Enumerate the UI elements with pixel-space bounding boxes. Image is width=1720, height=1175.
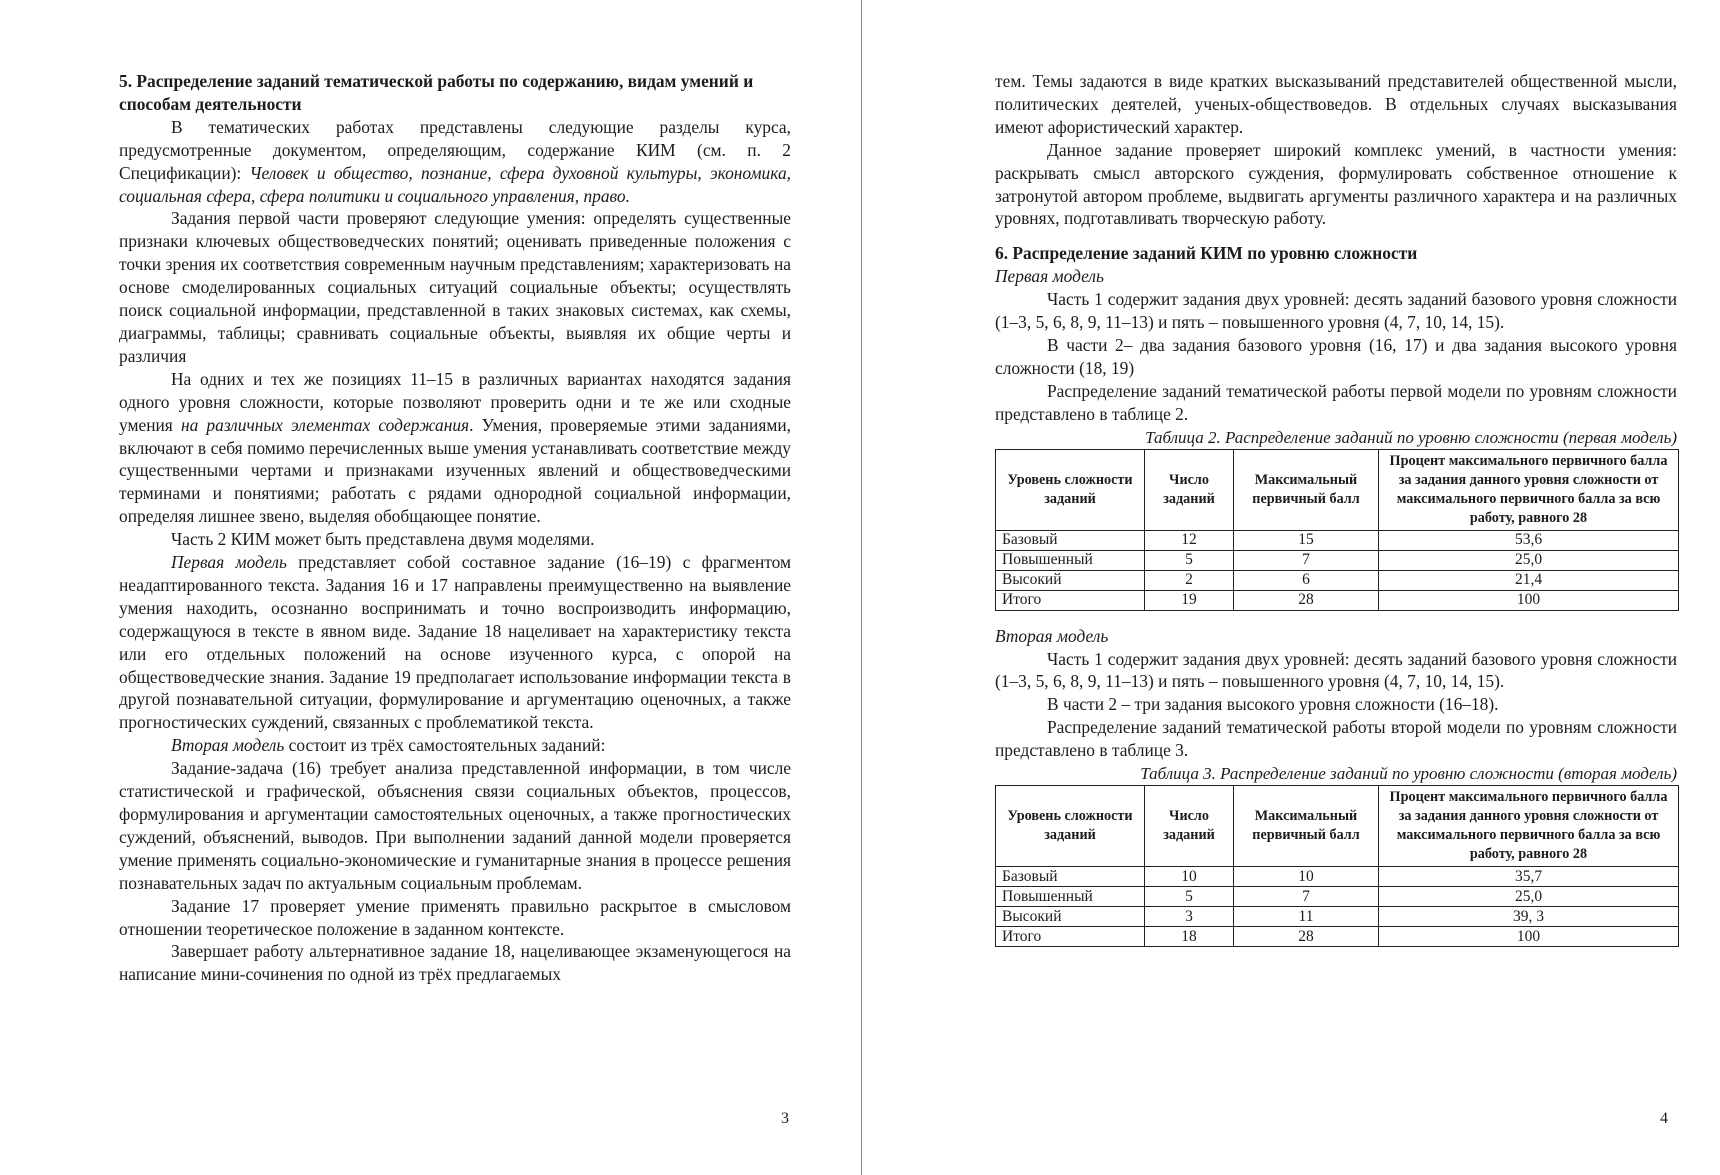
paragraph: Задание 17 проверяет умение применять правильно раскрытое в смысловом отношении теоретическое положение в заданном контексте. (119, 895, 791, 939)
table-cell: 28 (1234, 927, 1379, 947)
table-row (996, 887, 1679, 907)
table-cell: Итого (996, 590, 1145, 610)
table-cell: 100 (1379, 927, 1679, 947)
table-cell: 5 (1145, 887, 1234, 907)
paragraph-text: . Умения, проверяемые этими заданиями, включают в себя помимо перечисленных выше умения устанавливать соответствие между существенными чертами и признаками изученных явлений и обществоведческими терминами и понятиями; работать с рядами однородной социальной информации, определяя лишнее звено, выделяя обобщающее понятие. (119, 414, 791, 527)
table-cell: Высокий (996, 570, 1145, 590)
paragraph: В части 2– два задания базового уровня (16, 17) и два задания высокого уровня сложности (18, 19) (995, 334, 1677, 378)
table-row (996, 550, 1679, 570)
paragraph-text: состоит из трёх самостоятельных заданий: (284, 735, 606, 756)
table-cell: 39, 3 (1379, 907, 1679, 927)
table-cell: Базовый (996, 530, 1145, 550)
table-cell: 19 (1145, 590, 1234, 610)
header-cell: Максимальный первичный балл (1234, 449, 1379, 530)
table-row (996, 927, 1679, 947)
table-cell: 5 (1145, 550, 1234, 570)
table-cell: Повышенный (996, 887, 1145, 907)
section-6-heading: 6. Распределение заданий КИМ по уровню сложности (995, 243, 1418, 264)
paragraph: Завершает работу альтернативное задание 18, нацеливающее экзаменующегося на написание мини-сочинения по одной из трёх предлагаемых (119, 941, 791, 985)
page-number: 4 (1660, 1110, 1668, 1127)
left-text-column (119, 70, 791, 986)
header-cell: Уровень сложности заданий (996, 449, 1145, 530)
paragraph: тем. Темы задаются в виде кратких высказываний представителей общественной мысли, политических деятелей, ученых-обществоведов. В отдельных случаях высказывания имеют афористический характер. (995, 71, 1677, 137)
table-cell: 35,7 (1379, 867, 1679, 887)
table-row (996, 530, 1679, 550)
table-row (996, 570, 1679, 590)
paragraph: Задание-задача (16) требует анализа представленной информации, в том числе статистической и графической, объяснения связи социальных объектов, процессов, формулирования и аргументации самостоятельных оценочных, а также прогностических суждений, объяснений, выводов. При выполнении заданий данной модели проверяется умение применять социально-экономические и гуманитарные знания в процессе решения познавательных задач по актуальным социальным проблемам. (119, 758, 791, 893)
table-cell: Высокий (996, 907, 1145, 927)
paragraph: В части 2 – три задания высокого уровня сложности (16–18). (1047, 694, 1499, 715)
table-cell: 15 (1234, 530, 1379, 550)
header-cell: Число заданий (1145, 449, 1234, 530)
table-caption: Таблица 3. Распределение заданий по уровню сложности (вторая модель) (1140, 764, 1677, 784)
paragraph: Часть 1 содержит задания двух уровней: десять заданий базового уровня сложности (1–3, 5, 6, 8, 9, 11–13) и пять – повышенного уровня (4, 7, 10, 14, 15). (995, 648, 1677, 692)
page-divider (861, 0, 862, 1175)
difficulty-table-2 (995, 785, 1679, 947)
table-cell: 2 (1145, 570, 1234, 590)
italic-text: . (625, 185, 630, 206)
paragraph: Часть 1 содержит задания двух уровней: десять заданий базового уровня сложности (1–3, 5, 6, 8, 9, 11–13) и пять – повышенного уровня (4, 7, 10, 14, 15). (995, 289, 1677, 333)
table-cell: Повышенный (996, 550, 1145, 570)
table-cell: 7 (1234, 887, 1379, 907)
table-cell: 100 (1379, 590, 1679, 610)
table-cell: 21,4 (1379, 570, 1679, 590)
right-page (863, 0, 1720, 1175)
right-text-column (995, 70, 1677, 947)
table-cell: 28 (1234, 590, 1379, 610)
table-cell: 25,0 (1379, 550, 1679, 570)
table-row (996, 590, 1679, 610)
table-cell: 7 (1234, 550, 1379, 570)
table-cell: 3 (1145, 907, 1234, 927)
paragraph (119, 734, 791, 757)
table-cell: 11 (1234, 907, 1379, 927)
paragraph: Распределение заданий тематической работы первой модели по уровням сложности представлено в таблице 2. (995, 380, 1677, 424)
table-cell: 18 (1145, 927, 1234, 947)
italic-text: Первая модель (171, 552, 287, 573)
table-cell: 10 (1145, 867, 1234, 887)
paragraph-text: В тематических работах представлены следующие разделы курса, предусмотренные документом, определяющим, содержание КИМ (см. п. 2 Спецификации): (119, 116, 791, 183)
header-cell: Максимальный первичный балл (1234, 786, 1379, 867)
table-row (996, 907, 1679, 927)
table-cell: 10 (1234, 867, 1379, 887)
table-cell: 12 (1145, 530, 1234, 550)
header-cell: Процент максимального первичного балла за задания данного уровня сложности от максимального первичного балла за всю работу, равного 28 (1379, 786, 1679, 867)
table-cell: Итого (996, 927, 1145, 947)
paragraph (119, 116, 791, 208)
table-row (996, 867, 1679, 887)
paragraph (119, 368, 791, 528)
paragraph: Часть 2 КИМ может быть представлена двумя моделями. (171, 529, 595, 550)
page-number: 3 (781, 1110, 789, 1127)
italic-text: Человек и общество, познание, сфера духовной культуры, экономика, социальная сфера, сфера политики и социального управления, право (119, 162, 791, 206)
table-cell: 25,0 (1379, 887, 1679, 907)
difficulty-table-1 (995, 449, 1679, 611)
table-cell: 53,6 (1379, 530, 1679, 550)
paragraph-text: На одних и тех же позициях 11–15 в различных вариантах находятся задания одного уровня сложности, которые позволяют проверить одни и те же или сходные умения (119, 368, 791, 435)
table-header-row (996, 786, 1679, 867)
model-subtitle: Первая модель (995, 266, 1104, 287)
italic-text: на различных элементах содержания (180, 414, 470, 435)
section-5-heading: 5. Распределение заданий тематической работы по содержанию, видам умений и способам деятельности (119, 71, 754, 114)
italic-text: Вторая модель (171, 735, 285, 756)
header-cell: Число заданий (1145, 786, 1234, 867)
table-header-row (996, 449, 1679, 530)
header-cell: Процент максимального первичного балла за задания данного уровня сложности от максимального первичного балла за всю работу, равного 28 (1379, 449, 1679, 530)
paragraph: Задания первой части проверяют следующие умения: определять существенные признаки ключевых обществоведческих понятий; оценивать приведенные положения с точки зрения их соответствия современным научным представлениям; характеризовать на основе смоделированных социальных ситуаций социальные объекты; осуществлять поиск социальной информации, представленной в таких знаковых системах, как схемы, диаграммы, таблицы; сравнивать социальные объекты, выявляя их общие черты и различия (119, 208, 791, 366)
paragraph-text: представляет собой составное задание (16–19) с фрагментом неадаптированного текста. Задания 16 и 17 направлены преимущественно на выявление умения находить, осознанно воспринимать и точно воспроизводить информацию, содержащуюся в тексте в явном виде. Задание 18 нацеливает на характеристику текста или его отдельных положений на основе изученного курса, с опорой на обществоведческие знания. Задание 19 предполагает использование информации текста в другой познавательной ситуации, формулирование и аргументацию оценочных, а также прогностических суждений, связанных с проблематикой текста. (119, 552, 791, 733)
paragraph (119, 551, 791, 734)
table-caption: Таблица 2. Распределение заданий по уровню сложности (первая модель) (1145, 427, 1677, 447)
table-cell: Базовый (996, 867, 1145, 887)
paragraph: Данное задание проверяет широкий комплекс умений, в частности умения: раскрывать смысл авторского суждения, формулировать собственное отношение к затронутой автором проблеме, выдвигать аргументы различного характера и на различных уровнях, подготавливать творческую работу. (995, 139, 1677, 229)
paragraph: Распределение заданий тематической работы второй модели по уровням сложности представлено в таблице 3. (995, 717, 1677, 761)
model-subtitle: Вторая модель (995, 625, 1109, 646)
header-cell: Уровень сложности заданий (996, 786, 1145, 867)
table-cell: 6 (1234, 570, 1379, 590)
